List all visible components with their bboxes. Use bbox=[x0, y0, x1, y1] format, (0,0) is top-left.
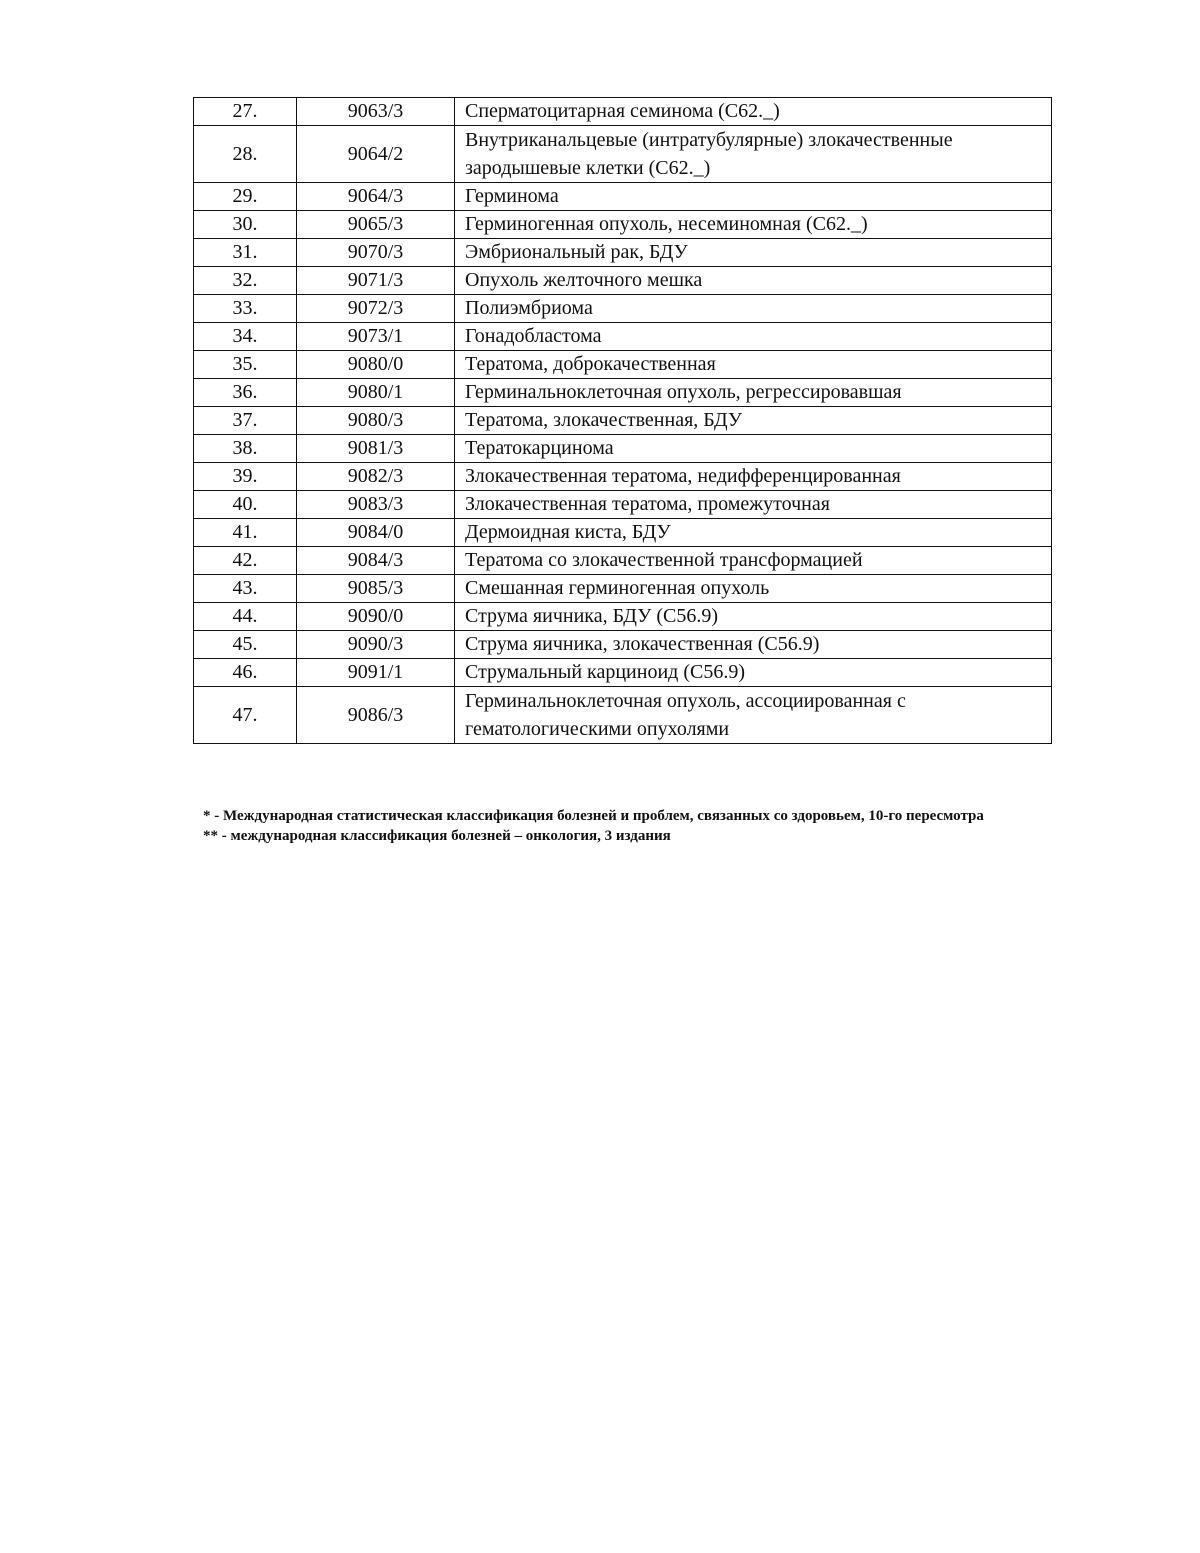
diagnosis-name: Сперматоцитарная семинома (С62._) bbox=[455, 98, 1052, 126]
diagnosis-name: Злокачественная тератома, недифференцированная bbox=[455, 463, 1052, 491]
morphology-code: 9070/3 bbox=[297, 239, 455, 267]
morphology-code: 9064/2 bbox=[297, 126, 455, 183]
diagnosis-name: Смешанная герминогенная опухоль bbox=[455, 575, 1052, 603]
diagnosis-name: Дермоидная киста, БДУ bbox=[455, 519, 1052, 547]
diagnosis-name: Герминальноклеточная опухоль, регрессировавшая bbox=[455, 379, 1052, 407]
diagnosis-name: Гонадобластома bbox=[455, 323, 1052, 351]
morphology-code: 9084/3 bbox=[297, 547, 455, 575]
morphology-code: 9064/3 bbox=[297, 183, 455, 211]
morphology-code: 9073/1 bbox=[297, 323, 455, 351]
morphology-code: 9090/0 bbox=[297, 603, 455, 631]
morphology-code: 9081/3 bbox=[297, 435, 455, 463]
morphology-code: 9071/3 bbox=[297, 267, 455, 295]
footnote-icdo3: ** - международная классификация болезней – онкология, 3 издания bbox=[203, 828, 671, 844]
table-row bbox=[194, 603, 1052, 631]
row-number: 27. bbox=[194, 98, 297, 126]
row-number: 34. bbox=[194, 323, 297, 351]
table-row bbox=[194, 435, 1052, 463]
diagnosis-name: Герминальноклеточная опухоль, ассоциированная с гематологическими опухолями bbox=[455, 687, 1052, 744]
diagnosis-name: Герминогенная опухоль, несеминомная (С62._) bbox=[455, 211, 1052, 239]
diagnosis-name: Опухоль желточного мешка bbox=[455, 267, 1052, 295]
morphology-code: 9063/3 bbox=[297, 98, 455, 126]
diagnosis-name: Струмальный карциноид (С56.9) bbox=[455, 659, 1052, 687]
morphology-code: 9072/3 bbox=[297, 295, 455, 323]
morphology-code: 9086/3 bbox=[297, 687, 455, 744]
table-row bbox=[194, 659, 1052, 687]
morphology-code: 9085/3 bbox=[297, 575, 455, 603]
table-row bbox=[194, 295, 1052, 323]
morphology-code: 9090/3 bbox=[297, 631, 455, 659]
morphology-code: 9084/0 bbox=[297, 519, 455, 547]
row-number: 43. bbox=[194, 575, 297, 603]
row-number: 37. bbox=[194, 407, 297, 435]
table-row bbox=[194, 547, 1052, 575]
table-row bbox=[194, 687, 1052, 744]
row-number: 45. bbox=[194, 631, 297, 659]
footnote-icd10: * - Международная статистическая классификация болезней и проблем, связанных со здоровьем, 10-го пересмотра bbox=[203, 808, 984, 824]
table-row bbox=[194, 267, 1052, 295]
diagnosis-name: Тератома со злокачественной трансформацией bbox=[455, 547, 1052, 575]
table-row bbox=[194, 519, 1052, 547]
table-row bbox=[194, 631, 1052, 659]
row-number: 39. bbox=[194, 463, 297, 491]
morphology-code: 9080/1 bbox=[297, 379, 455, 407]
table-row bbox=[194, 98, 1052, 126]
row-number: 42. bbox=[194, 547, 297, 575]
diagnosis-name: Герминома bbox=[455, 183, 1052, 211]
morphology-code: 9080/3 bbox=[297, 407, 455, 435]
table-row bbox=[194, 126, 1052, 183]
row-number: 33. bbox=[194, 295, 297, 323]
table-row bbox=[194, 575, 1052, 603]
row-number: 46. bbox=[194, 659, 297, 687]
morphology-code: 9080/0 bbox=[297, 351, 455, 379]
row-number: 36. bbox=[194, 379, 297, 407]
row-number: 29. bbox=[194, 183, 297, 211]
morphology-code: 9082/3 bbox=[297, 463, 455, 491]
table-row bbox=[194, 239, 1052, 267]
footnotes bbox=[203, 806, 1079, 846]
morphology-code: 9065/3 bbox=[297, 211, 455, 239]
row-number: 30. bbox=[194, 211, 297, 239]
diagnosis-name: Внутриканальцевые (интратубулярные) злокачественные зародышевые клетки (С62._) bbox=[455, 126, 1052, 183]
table-row bbox=[194, 211, 1052, 239]
diagnosis-name: Тератома, злокачественная, БДУ bbox=[455, 407, 1052, 435]
row-number: 32. bbox=[194, 267, 297, 295]
row-number: 38. bbox=[194, 435, 297, 463]
morphology-code: 9083/3 bbox=[297, 491, 455, 519]
diagnosis-name: Злокачественная тератома, промежуточная bbox=[455, 491, 1052, 519]
diagnosis-code-table bbox=[193, 97, 1052, 744]
diagnosis-name: Тератокарцинома bbox=[455, 435, 1052, 463]
row-number: 41. bbox=[194, 519, 297, 547]
table-row bbox=[194, 463, 1052, 491]
diagnosis-name: Струма яичника, БДУ (С56.9) bbox=[455, 603, 1052, 631]
table-row bbox=[194, 491, 1052, 519]
table-row bbox=[194, 323, 1052, 351]
row-number: 35. bbox=[194, 351, 297, 379]
table-row bbox=[194, 379, 1052, 407]
row-number: 28. bbox=[194, 126, 297, 183]
table-row bbox=[194, 407, 1052, 435]
diagnosis-name: Тератома, доброкачественная bbox=[455, 351, 1052, 379]
table-row bbox=[194, 351, 1052, 379]
row-number: 47. bbox=[194, 687, 297, 744]
row-number: 44. bbox=[194, 603, 297, 631]
row-number: 40. bbox=[194, 491, 297, 519]
diagnosis-name: Эмбриональный рак, БДУ bbox=[455, 239, 1052, 267]
morphology-code: 9091/1 bbox=[297, 659, 455, 687]
row-number: 31. bbox=[194, 239, 297, 267]
diagnosis-name: Полиэмбриома bbox=[455, 295, 1052, 323]
table-row bbox=[194, 183, 1052, 211]
diagnosis-name: Струма яичника, злокачественная (С56.9) bbox=[455, 631, 1052, 659]
